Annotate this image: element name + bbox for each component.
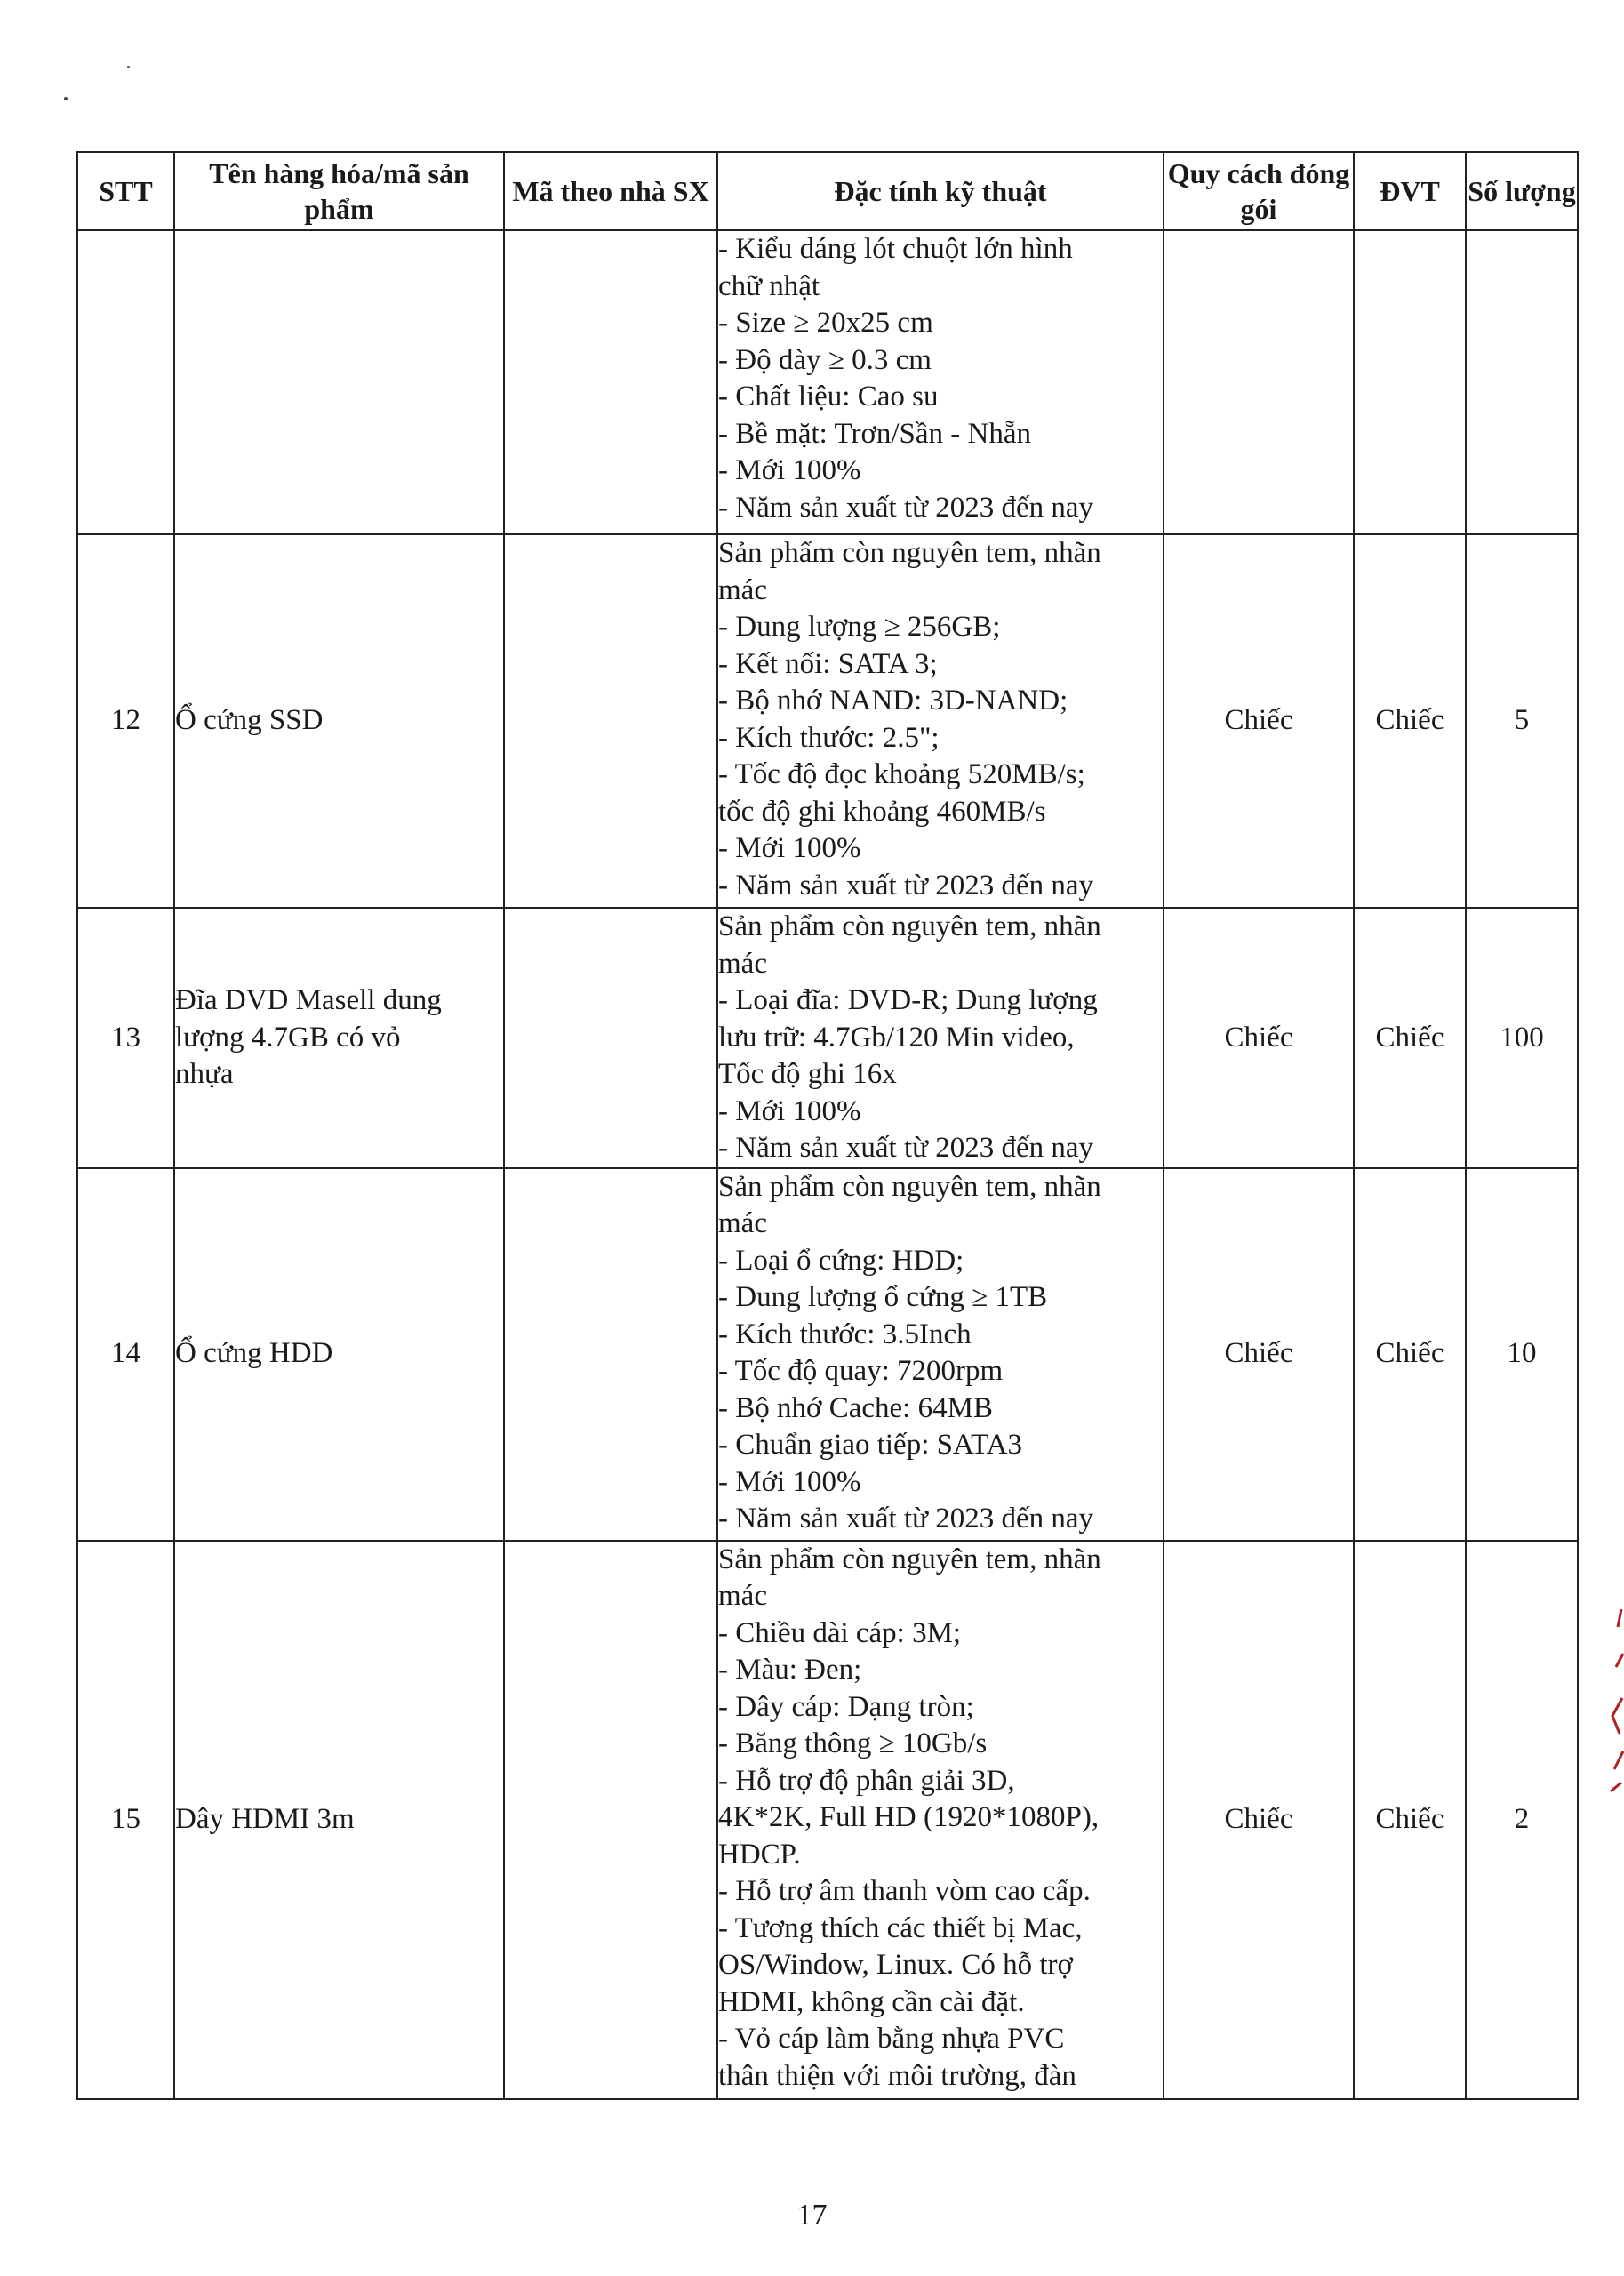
spec-line: - Mới 100% — [718, 1094, 861, 1127]
cell-unit: Chiếc — [1354, 534, 1466, 908]
cell-product-name: Dây HDMI 3m — [174, 1541, 504, 2099]
spec-line: tốc độ ghi khoảng 460MB/s — [718, 795, 1046, 828]
spec-line: - Loại ổ cứng: HDD; — [718, 1244, 964, 1277]
spec-line: - Mới 100% — [718, 1465, 861, 1498]
header-packaging: Quy cách đóng gói — [1164, 152, 1354, 230]
cell-packaging: Chiếc — [1164, 1168, 1354, 1541]
cell-technical-spec — [717, 1168, 1164, 1541]
cell-manufacturer-code — [504, 908, 717, 1168]
header-unit: ĐVT — [1354, 152, 1466, 230]
cell-stt: 12 — [77, 534, 174, 908]
cell-quantity: 2 — [1466, 1541, 1578, 2099]
cell-stt: 15 — [77, 1541, 174, 2099]
cell-stt — [77, 230, 174, 534]
spec-line: HDMI, không cần cài đặt. — [718, 1985, 1025, 2018]
spec-line: - Màu: Đen; — [718, 1654, 862, 1686]
spec-line: - Năm sản xuất từ 2023 đến nay — [718, 869, 1094, 902]
spec-line: - Bộ nhớ Cache: 64MB — [718, 1391, 993, 1424]
cell-stt: 13 — [77, 908, 174, 1168]
spec-line: - Chất liệu: Cao su — [718, 381, 939, 413]
spec-line: - Kiểu dáng lót chuột lớn hình — [718, 233, 1073, 265]
spec-line: mác — [718, 1580, 767, 1612]
table-header-row — [77, 152, 1578, 230]
cell-technical-spec — [717, 534, 1164, 908]
cell-unit: Chiếc — [1354, 1541, 1466, 2099]
spec-line: - Băng thông ≥ 10Gb/s — [718, 1727, 988, 1759]
table-row — [77, 230, 1578, 534]
spec-line: - Hỗ trợ âm thanh vòm cao cấp. — [718, 1875, 1091, 1907]
spec-line: - Chuẩn giao tiếp: SATA3 — [718, 1429, 1022, 1461]
spec-line: - Chiều dài cáp: 3M; — [718, 1616, 962, 1649]
cell-technical-spec — [717, 230, 1164, 534]
cell-product-name — [174, 230, 504, 534]
spec-line: mác — [718, 1207, 767, 1239]
spec-line: - Kích thước: 3.5Inch — [718, 1318, 972, 1350]
header-stt: STT — [77, 152, 174, 230]
spec-line: thân thiện với môi trường, đàn — [718, 2059, 1076, 2092]
page-number: 17 — [796, 2199, 828, 2232]
cell-packaging: Chiếc — [1164, 908, 1354, 1168]
spec-line: - Năm sản xuất từ 2023 đến nay — [718, 1503, 1094, 1535]
cell-quantity: 100 — [1466, 908, 1578, 1168]
product-name-line: lượng 4.7GB có vỏ — [175, 1021, 401, 1054]
cell-product-name: Ổ cứng HDD — [174, 1168, 504, 1541]
cell-manufacturer-code — [504, 1541, 717, 2099]
header-manufacturer-code: Mã theo nhà SX — [504, 152, 717, 230]
spec-line: - Tốc độ quay: 7200rpm — [718, 1355, 1004, 1387]
spec-line: HDCP. — [718, 1838, 801, 1871]
cell-technical-spec — [717, 1541, 1164, 2099]
spec-line: - Mới 100% — [718, 454, 861, 486]
cell-packaging: Chiếc — [1164, 534, 1354, 908]
product-spec-table — [76, 151, 1579, 2100]
spec-line: lưu trữ: 4.7Gb/120 Min video, — [718, 1021, 1075, 1054]
spec-line: - Bề mặt: Trơn/Sần - Nhẵn — [718, 417, 1032, 450]
cell-manufacturer-code — [504, 534, 717, 908]
table-row — [77, 1541, 1578, 2099]
cell-quantity: 10 — [1466, 1168, 1578, 1541]
cell-manufacturer-code — [504, 230, 717, 534]
header-technical-spec: Đặc tính kỹ thuật — [717, 152, 1164, 230]
spec-line: - Bộ nhớ NAND: 3D-NAND; — [718, 685, 1068, 717]
table-row — [77, 908, 1578, 1168]
spec-line: Tốc độ ghi 16x — [718, 1058, 897, 1090]
spec-line: - Kích thước: 2.5"; — [718, 721, 940, 754]
cell-packaging — [1164, 230, 1354, 534]
spec-line: mác — [718, 573, 767, 606]
spec-line: Sản phẩm còn nguyên tem, nhãn — [718, 1170, 1101, 1203]
header-product-name: Tên hàng hóa/mã sản phẩm — [174, 152, 504, 230]
cell-technical-spec — [717, 908, 1164, 1168]
header-quantity: Số lượng — [1466, 152, 1578, 230]
cell-manufacturer-code — [504, 1168, 717, 1541]
spec-line: - Mới 100% — [718, 832, 861, 864]
table-body — [77, 230, 1578, 2099]
spec-line: - Dây cáp: Dạng tròn; — [718, 1690, 974, 1723]
spec-line: 4K*2K, Full HD (1920*1080P), — [718, 1801, 1100, 1833]
cell-packaging: Chiếc — [1164, 1541, 1354, 2099]
spec-line: - Dung lượng ổ cứng ≥ 1TB — [718, 1281, 1048, 1313]
cell-unit — [1354, 230, 1466, 534]
cell-quantity: 5 — [1466, 534, 1578, 908]
spec-line: OS/Window, Linux. Có hỗ trợ — [718, 1949, 1073, 1981]
spec-line: - Loại đĩa: DVD-R; Dung lượng — [718, 984, 1098, 1016]
spec-line: - Năm sản xuất từ 2023 đến nay — [718, 1132, 1094, 1164]
spec-line: chữ nhật — [718, 269, 820, 302]
stamp-edge-mark — [1605, 1600, 1624, 1805]
spec-line: - Size ≥ 20x25 cm — [718, 307, 933, 339]
spec-line: - Tốc độ đọc khoảng 520MB/s; — [718, 758, 1085, 790]
table-row — [77, 1168, 1578, 1541]
spec-line: - Hỗ trợ độ phân giải 3D, — [718, 1764, 1015, 1797]
cell-stt: 14 — [77, 1168, 174, 1541]
spec-line: - Tương thích các thiết bị Mac, — [718, 1911, 1083, 1944]
spec-line: - Vỏ cáp làm bằng nhựa PVC — [718, 2023, 1065, 2055]
speck-mark — [64, 97, 68, 100]
cell-unit: Chiếc — [1354, 908, 1466, 1168]
table-row — [77, 534, 1578, 908]
spec-line: Sản phẩm còn nguyên tem, nhãn — [718, 1543, 1101, 1575]
product-name-line: Đĩa DVD Masell dung — [175, 984, 442, 1016]
product-name-line: nhựa — [175, 1058, 234, 1090]
spec-line: mác — [718, 947, 767, 980]
cell-product-name — [174, 908, 504, 1168]
speck-mark — [127, 66, 130, 68]
cell-quantity — [1466, 230, 1578, 534]
spec-line: Sản phẩm còn nguyên tem, nhãn — [718, 910, 1101, 942]
cell-product-name: Ổ cứng SSD — [174, 534, 504, 908]
cell-unit: Chiếc — [1354, 1168, 1466, 1541]
spec-line: Sản phẩm còn nguyên tem, nhãn — [718, 537, 1101, 569]
spec-line: - Kết nối: SATA 3; — [718, 647, 938, 680]
spec-line: - Độ dày ≥ 0.3 cm — [718, 343, 932, 376]
spec-line: - Dung lượng ≥ 256GB; — [718, 611, 1001, 643]
spec-line: - Năm sản xuất từ 2023 đến nay — [718, 491, 1094, 524]
